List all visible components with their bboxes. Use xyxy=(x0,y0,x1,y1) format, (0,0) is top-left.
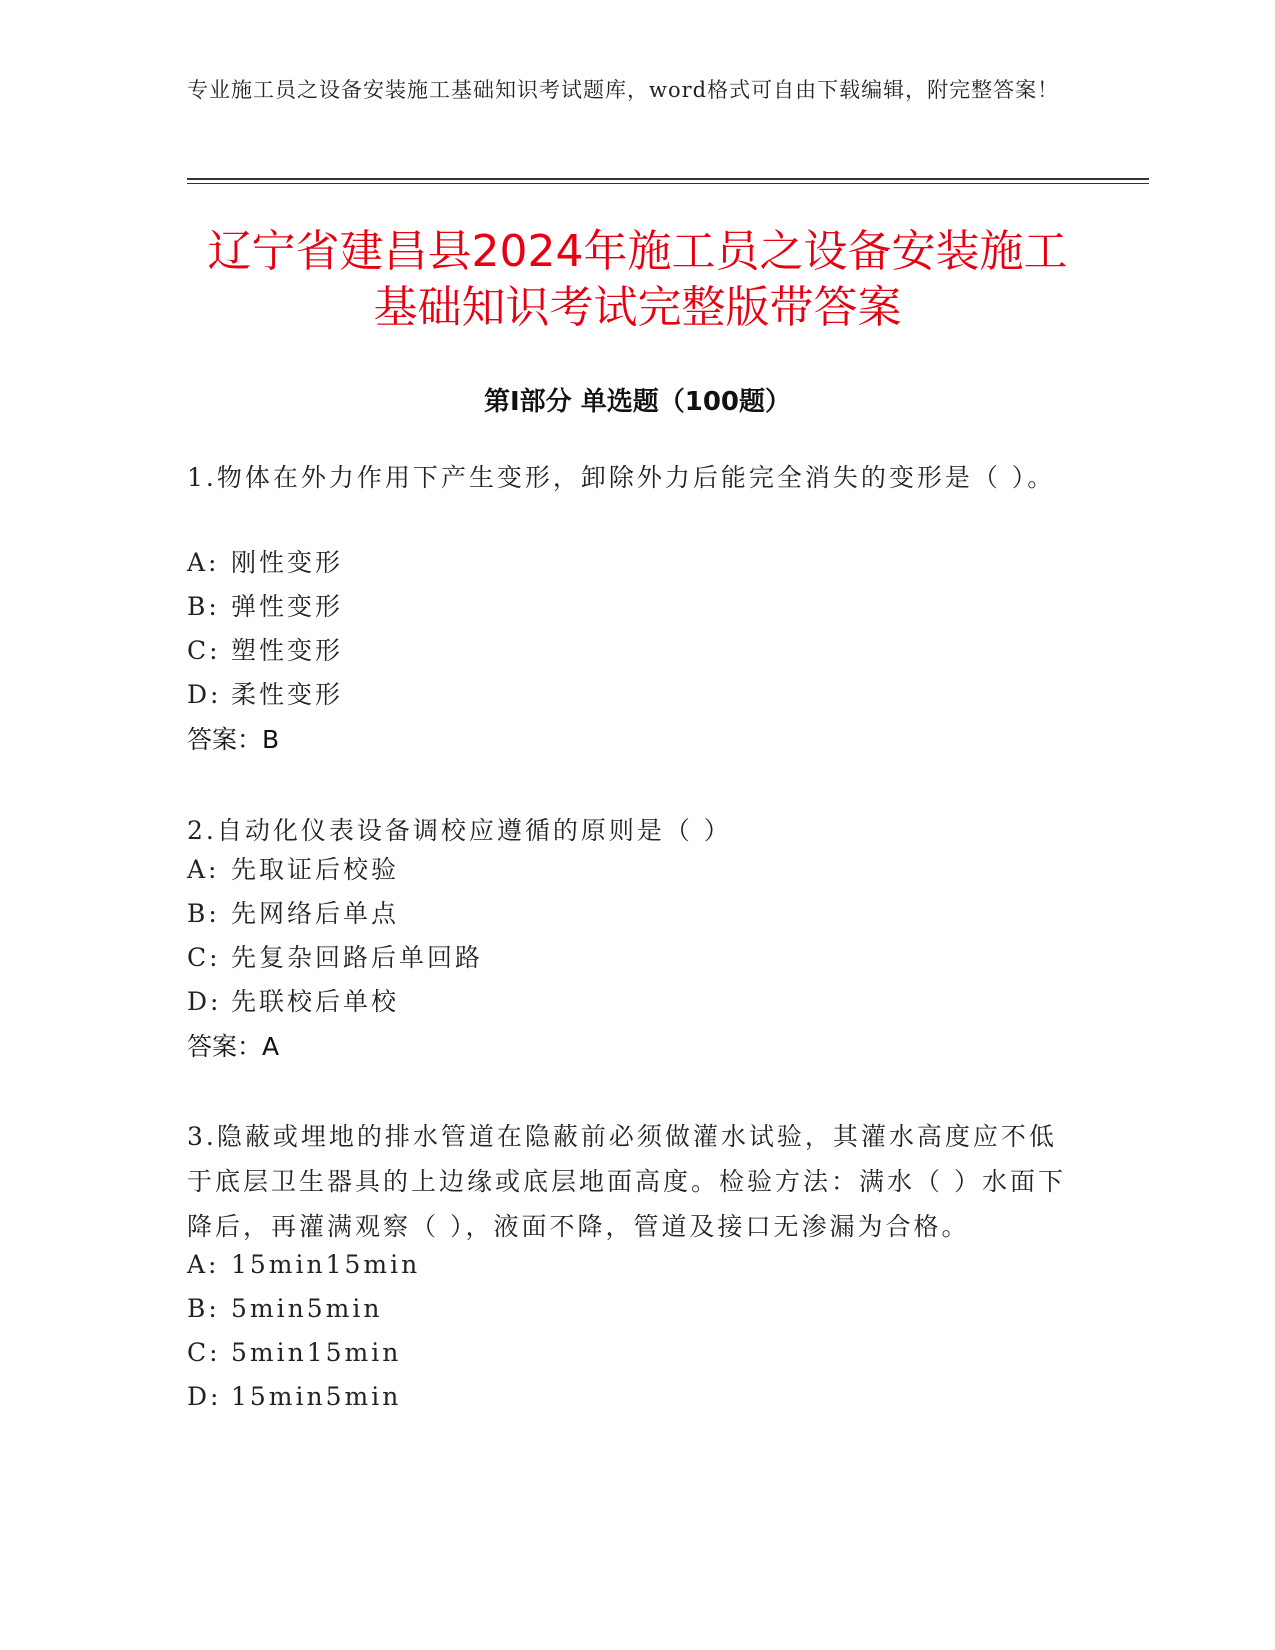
question-2-answer: 答案：A xyxy=(187,1032,280,1061)
question-3-text: 3.隐蔽或埋地的排水管道在隐蔽前必须做灌水试验，其灌水高度应不低于底层卫生器具的上边缘或底层地面高度。检验方法：满水（ ）水面下降后，再灌满观察（ ），液面不降，管道及接口无渗漏为合格。 xyxy=(187,1122,1066,1241)
option-letter: B: xyxy=(187,1294,220,1323)
header-note: 专业施工员之设备安装施工基础知识考试题库，word格式可自由下载编辑，附完整答案！ xyxy=(187,78,1060,102)
header-divider-thin xyxy=(187,183,1149,184)
question-2-option-c xyxy=(187,941,483,975)
option-text: 塑性变形 xyxy=(231,636,344,665)
option-letter: C: xyxy=(187,943,221,972)
option-text: 5min5min xyxy=(231,1294,383,1323)
question-2-option-d xyxy=(187,985,399,1019)
question-1-option-c xyxy=(187,634,343,668)
option-letter: A: xyxy=(187,1250,220,1279)
question-1-option-b xyxy=(187,590,343,624)
option-text: 刚性变形 xyxy=(231,548,344,577)
section-title: 第Ⅰ部分 单选题（100题） xyxy=(484,387,791,417)
question-3-option-c xyxy=(187,1336,401,1370)
option-letter: B: xyxy=(187,899,220,928)
question-3-option-a xyxy=(187,1248,420,1282)
question-1-option-d xyxy=(187,678,343,712)
option-text: 15min15min xyxy=(231,1250,421,1279)
option-letter: A: xyxy=(187,855,220,884)
question-2-text: 2.自动化仪表设备调校应遵循的原则是（ ） xyxy=(187,816,732,845)
document-title-line1: 辽宁省建昌县2024年施工员之设备安装施工 xyxy=(207,226,1068,277)
question-1-option-a xyxy=(187,546,343,580)
document-title xyxy=(150,224,1125,336)
option-text: 先网络后单点 xyxy=(231,899,400,928)
option-letter: C: xyxy=(187,636,221,665)
option-letter: A: xyxy=(187,548,220,577)
option-text: 柔性变形 xyxy=(231,680,344,709)
header-divider-thick xyxy=(187,178,1149,180)
option-letter: D: xyxy=(187,680,222,709)
option-text: 先取证后校验 xyxy=(231,855,400,884)
question-1-answer: 答案：B xyxy=(187,725,280,754)
option-text: 15min5min xyxy=(231,1382,402,1411)
option-text: 先复杂回路后单回路 xyxy=(231,943,484,972)
option-letter: B: xyxy=(187,592,220,621)
question-2-option-a xyxy=(187,853,399,887)
option-letter: D: xyxy=(187,987,222,1016)
question-2-option-b xyxy=(187,897,399,931)
option-text: 5min15min xyxy=(231,1338,402,1367)
question-1-text: 1.物体在外力作用下产生变形，卸除外力后能完全消失的变形是（ ）。 xyxy=(187,463,1056,492)
option-letter: C: xyxy=(187,1338,221,1367)
question-3-option-d xyxy=(187,1380,401,1414)
question-3-option-b xyxy=(187,1292,382,1326)
document-title-line2: 基础知识考试完整版带答案 xyxy=(373,282,902,333)
option-text: 先联校后单校 xyxy=(231,987,400,1016)
option-letter: D: xyxy=(187,1382,222,1411)
option-text: 弹性变形 xyxy=(231,592,344,621)
